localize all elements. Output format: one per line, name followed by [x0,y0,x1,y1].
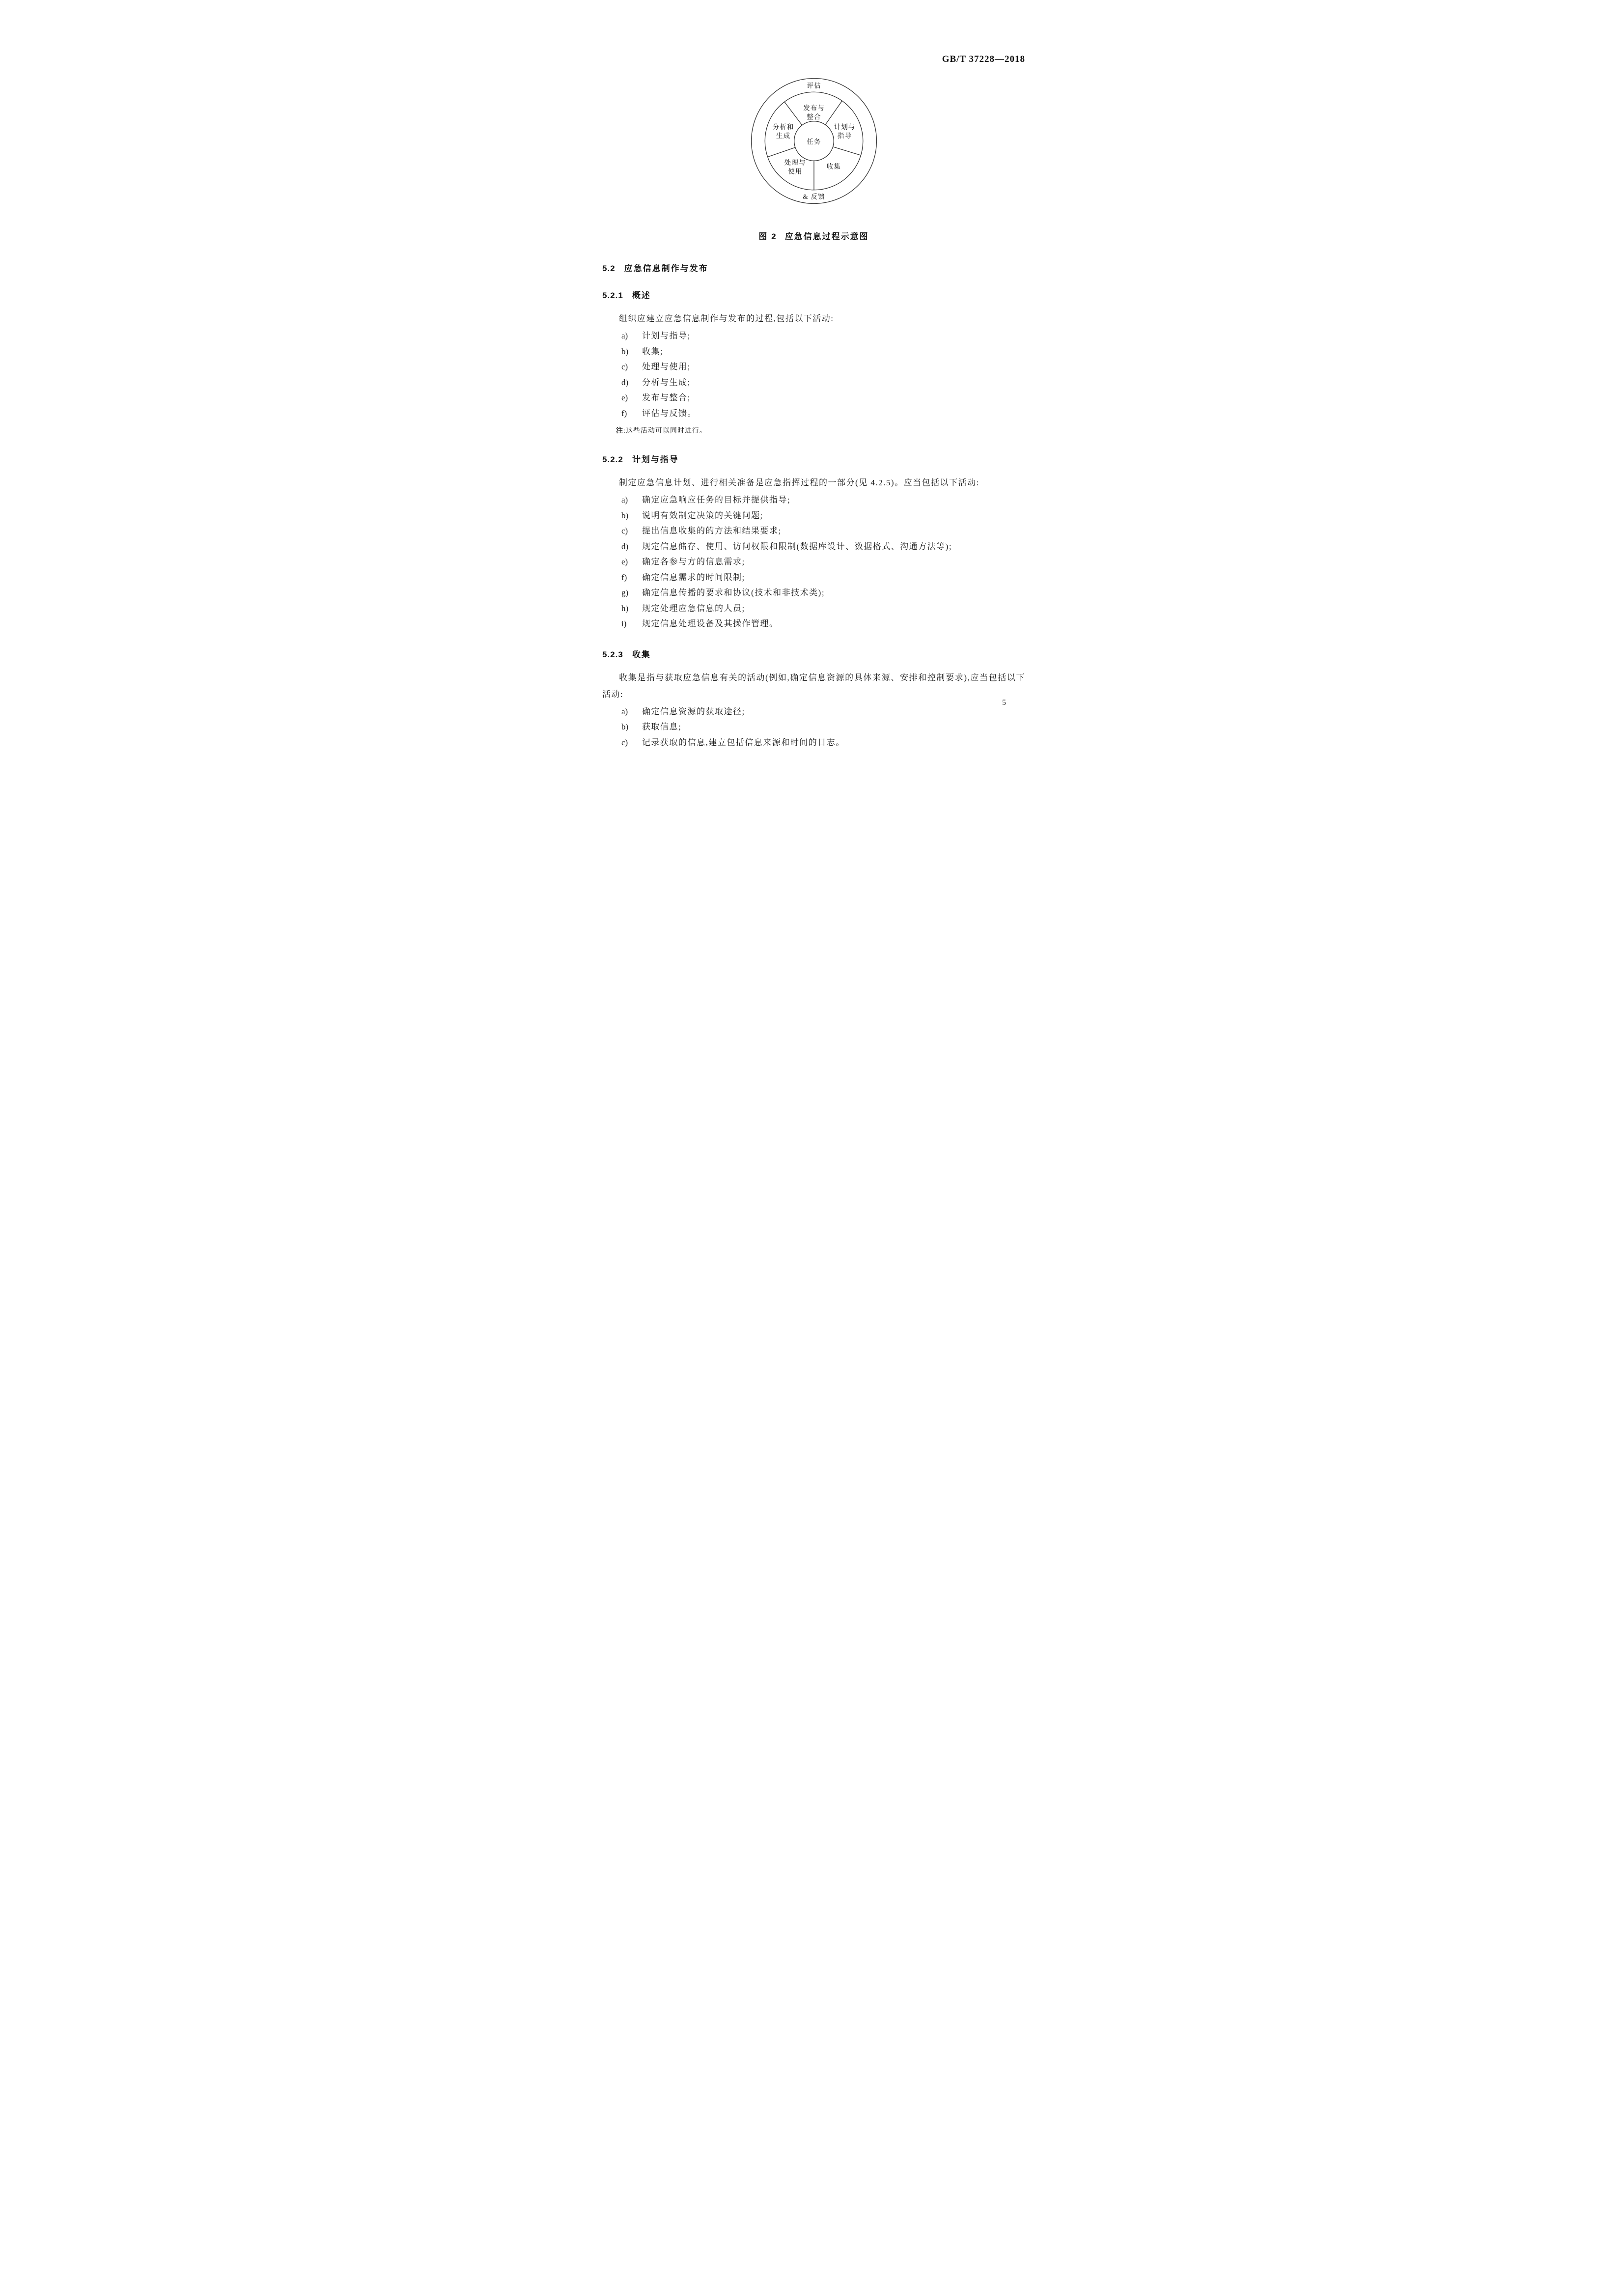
standard-number-header: GB/T 37228—2018 [942,54,1025,64]
list-item [602,375,1025,391]
section-5-2-2-intro: 制定应急信息计划、进行相关准备是应急指挥过程的一部分(见 4.2.5)。应当包括以下活动: [619,478,980,487]
list-item [602,492,1025,508]
list-item-marker: d) [621,377,629,387]
list-item-text: 规定处理应急信息的人员; [642,603,745,613]
process-wheel-svg [751,78,877,204]
list-item-marker: c) [621,362,628,371]
list-item [602,585,1025,601]
list-item-marker: a) [621,706,628,716]
sector-label-process-line1: 处理与 [784,159,806,167]
page-number: 5 [1002,699,1006,707]
sector-label-plan-line2: 指导 [837,132,852,140]
list-item-marker: b) [621,510,629,520]
section-number: 5.2 [602,264,616,273]
outer-ring-bottom-label: & 反馈 [802,193,825,200]
list-item-text: 评估与反馈。 [642,408,697,418]
sector-label-collect: 收集 [826,163,841,170]
list-item-text: 确定信息需求的时间限制; [642,572,745,582]
section-5-2-1-intro: 组织应建立应急信息制作与发布的过程,包括以下活动: [619,314,834,323]
list-item [602,601,1025,616]
list-item-text: 规定信息储存、使用、访问权限和限制(数据库设计、数据格式、沟通方法等); [642,541,952,551]
list-item-marker: d) [621,541,629,551]
sector-divider [825,101,842,125]
section-5-2-3-list [602,704,1025,751]
figure-caption-title: 应急信息过程示意图 [784,232,869,241]
section-heading-5-2-2 [602,452,1025,465]
note-label: 注 [616,426,623,434]
document-page [541,0,1083,765]
sector-divider [767,147,795,157]
center-label-task: 任务 [806,138,821,146]
section-number: 5.2.3 [602,649,623,659]
section-5-2-2-list [602,492,1025,632]
list-item-text: 计划与指导; [642,331,691,340]
figure-caption [602,229,1025,242]
section-heading-5-2 [602,261,1025,274]
list-item [602,539,1025,555]
list-item-text: 处理与使用; [642,362,691,371]
list-item-marker: i) [621,619,627,628]
list-item [602,523,1025,539]
list-item-text: 分析与生成; [642,377,691,387]
sector-label-analyze-line2: 生成 [776,132,790,140]
list-item [602,719,1025,735]
list-item [602,704,1025,720]
note [602,425,1025,437]
list-item-text: 确定各参与方的信息需求; [642,557,745,566]
list-item-marker: e) [621,393,628,402]
list-item-text: 发布与整合; [642,393,691,402]
list-item-text: 说明有效制定决策的关键问题; [642,510,763,520]
list-item [602,616,1025,632]
sector-divider [784,102,802,125]
outer-ring-top-label: 评估 [806,82,821,90]
sector-divider [833,147,861,155]
list-item [602,554,1025,570]
list-item [602,359,1025,375]
sector-label-process-line2: 使用 [787,168,802,175]
list-item-text: 确定应急响应任务的目标并提供指导; [642,495,791,504]
list-item [602,570,1025,586]
section-number: 5.2.1 [602,291,623,300]
sector-label-plan-line1: 计划与 [834,123,855,131]
figure-2-diagram [602,78,1025,207]
note-text: :这些活动可以同时进行。 [623,427,707,435]
list-item-marker: b) [621,722,629,731]
figure-caption-number: 图 2 [758,232,777,241]
section-title: 收集 [632,649,651,659]
list-item-text: 确定信息资源的获取途径; [642,706,745,716]
list-item-text: 记录获取的信息,建立包括信息来源和时间的日志。 [642,737,845,747]
list-item-text: 规定信息处理设备及其操作管理。 [642,619,779,628]
list-item [602,735,1025,751]
sector-label-publish-line2: 整合 [806,113,821,121]
list-item [602,344,1025,360]
list-item-marker: c) [621,526,628,535]
list-item-marker: b) [621,346,629,356]
section-heading-5-2-3 [602,647,1025,660]
section-5-2-3-intro: 收集是指与获取应急信息有关的活动(例如,确定信息资源的具体来源、安排和控制要求),应当包括以下活动: [602,672,1025,699]
list-item-text: 提出信息收集的的方法和结果要求; [642,526,782,535]
section-title: 应急信息制作与发布 [624,264,708,273]
list-item-marker: h) [621,603,629,613]
section-5-2-1-list [602,328,1025,421]
list-item-marker: e) [621,557,628,566]
list-item-marker: a) [621,331,628,340]
list-item [602,508,1025,524]
list-item-marker: f) [621,572,627,582]
section-title: 计划与指导 [632,455,679,464]
list-item-text: 收集; [642,346,664,356]
list-item-text: 确定信息传播的要求和协议(技术和非技术类); [642,588,825,597]
list-item-text: 获取信息; [642,722,682,731]
list-item [602,328,1025,344]
section-number: 5.2.2 [602,455,623,464]
list-item-marker: a) [621,495,628,504]
list-item [602,406,1025,421]
sector-label-publish-line1: 发布与 [803,104,825,112]
list-item [602,390,1025,406]
section-title: 概述 [632,291,651,300]
list-item-marker: f) [621,408,627,418]
section-heading-5-2-1 [602,288,1025,301]
sector-label-analyze-line1: 分析和 [772,123,794,131]
list-item-marker: g) [621,588,629,597]
list-item-marker: c) [621,737,628,747]
